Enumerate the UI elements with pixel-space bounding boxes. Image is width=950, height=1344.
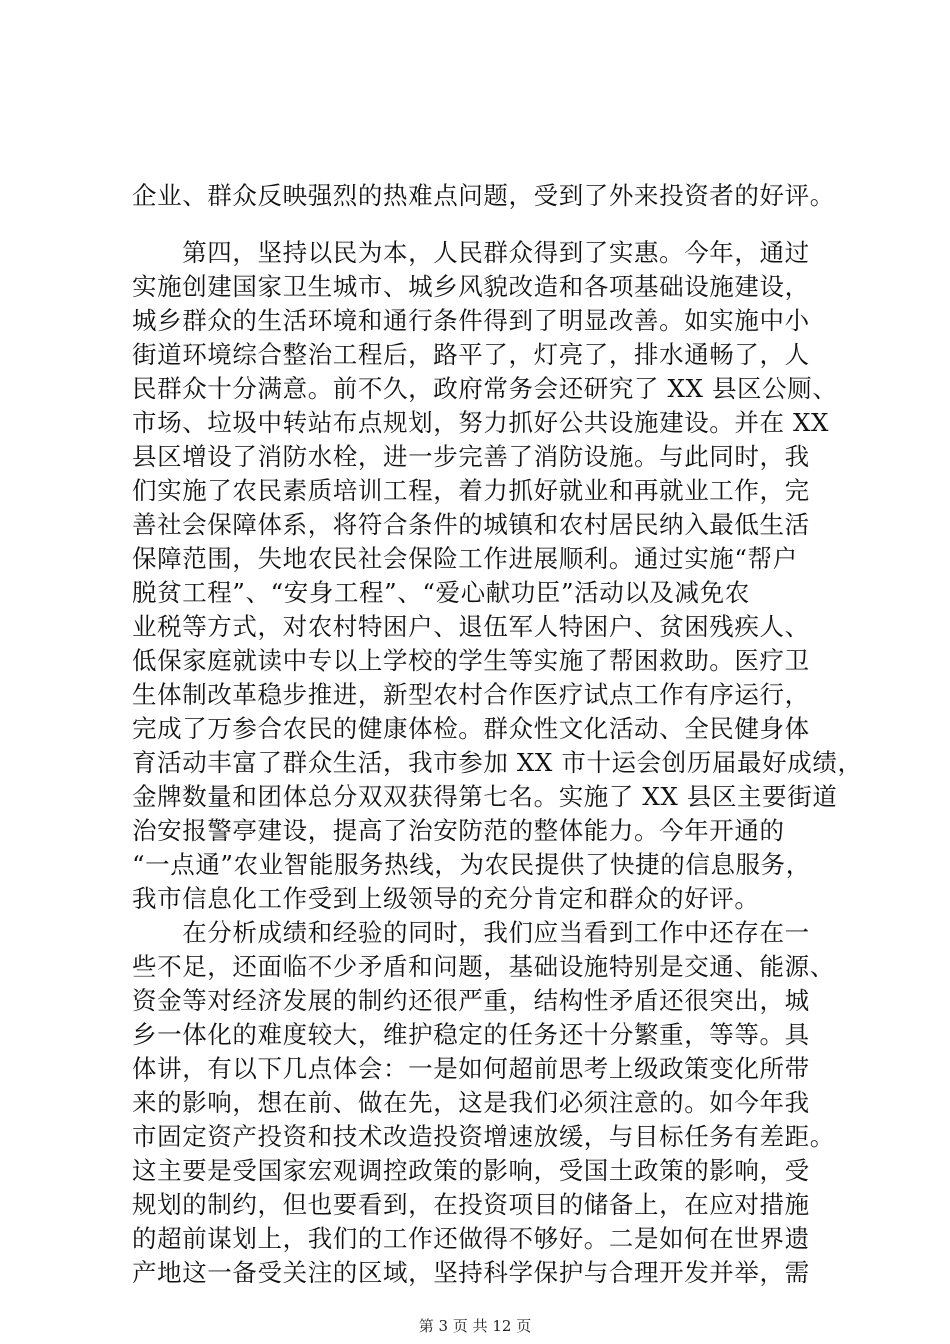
text-line-19: 治安报警亭建设，提高了治安防范的整体能力。今年开通的 (132, 816, 785, 845)
text-line-12: 脱贫工程”、“安身工程”、“爱心献功臣”活动以及减免农 (132, 578, 750, 607)
text-line-26: 体讲，有以下几点体会：一是如何超前思考上级政策变化所带 (132, 1054, 810, 1083)
text-line-21: 我市信息化工作受到上级领导的充分肯定和群众的好评。 (132, 884, 760, 913)
text-line-14: 低保家庭就读中专以上学校的学生等实施了帮困救助。医疗卫 (132, 646, 810, 675)
text-line-27: 来的影响，想在前、做在先，这是我们必须注意的。如今年我 (132, 1088, 810, 1117)
text-line-2: 第四，坚持以民为本，人民群众得到了实惠。今年，通过 (132, 238, 810, 267)
text-line-25: 乡一体化的难度较大，维护稳定的任务还十分繁重，等等。具 (132, 1020, 810, 1049)
text-line-17: 育活动丰富了群众生活，我市参加 XX 市十运会创历届最好成绩， (132, 748, 863, 777)
text-line-1: 企业、群众反映强烈的热难点问题，受到了外来投资者的好评。 (132, 181, 835, 210)
text-line-10: 善社会保障体系，将符合条件的城镇和农村居民纳入最低生活 (132, 510, 810, 539)
text-line-24: 资金等对经济发展的制约还很严重，结构性矛盾还很突出，城 (132, 986, 810, 1015)
text-line-7: 市场、垃圾中转站布点规划，努力抓好公共设施建设。并在 XX (132, 408, 830, 437)
text-line-11: 保障范围，失地农民社会保险工作进展顺利。通过实施“帮户 (132, 544, 798, 573)
text-line-23: 些不足，还面临不少矛盾和问题，基础设施特别是交通、能源、 (132, 952, 835, 981)
text-line-9: 们实施了农民素质培训工程，着力抓好就业和再就业工作，完 (132, 476, 810, 505)
text-line-29: 这主要是受国家宏观调控政策的影响，受国土政策的影响，受 (132, 1156, 810, 1185)
text-line-4: 城乡群众的生活环境和通行条件得到了明显改善。如实施中小 (132, 306, 810, 335)
text-line-15: 生体制改革稳步推进，新型农村合作医疗试点工作有序运行， (132, 680, 810, 709)
text-line-16: 完成了万参合农民的健康体检。群众性文化活动、全民健身体 (132, 714, 810, 743)
text-line-30: 规划的制约，但也要看到，在投资项目的储备上，在应对措施 (132, 1190, 810, 1219)
text-line-3: 实施创建国家卫生城市、城乡风貌改造和各项基础设施建设， (132, 272, 810, 301)
text-line-22: 在分析成绩和经验的同时，我们应当看到工作中还存在一 (132, 918, 810, 947)
text-line-31: 的超前谋划上，我们的工作还做得不够好。二是如何在世界遗 (132, 1224, 810, 1253)
text-line-13: 业税等方式，对农村特困户、退伍军人特困户、贫困残疾人、 (132, 612, 810, 641)
text-line-32: 产地这一备受关注的区域，坚持科学保护与合理开发并举，需 (132, 1258, 810, 1287)
text-line-28: 市固定资产投资和技术改造投资增速放缓，与目标任务有差距。 (132, 1122, 835, 1151)
text-line-6: 民群众十分满意。前不久，政府常务会还研究了 XX 县区公厕、 (132, 374, 838, 403)
text-line-18: 金牌数量和团体总分双双获得第七名。实施了 XX 县区主要街道 (132, 782, 838, 811)
text-line-20: “一点通”农业智能服务热线，为农民提供了快捷的信息服务， (132, 850, 811, 879)
page-number-footer: 第 3 页 共 12 页 (418, 1317, 532, 1335)
text-line-5: 街道环境综合整治工程后，路平了，灯亮了，排水通畅了，人 (132, 340, 810, 369)
text-line-8: 县区增设了消防水栓，进一步完善了消防设施。与此同时，我 (132, 442, 810, 471)
